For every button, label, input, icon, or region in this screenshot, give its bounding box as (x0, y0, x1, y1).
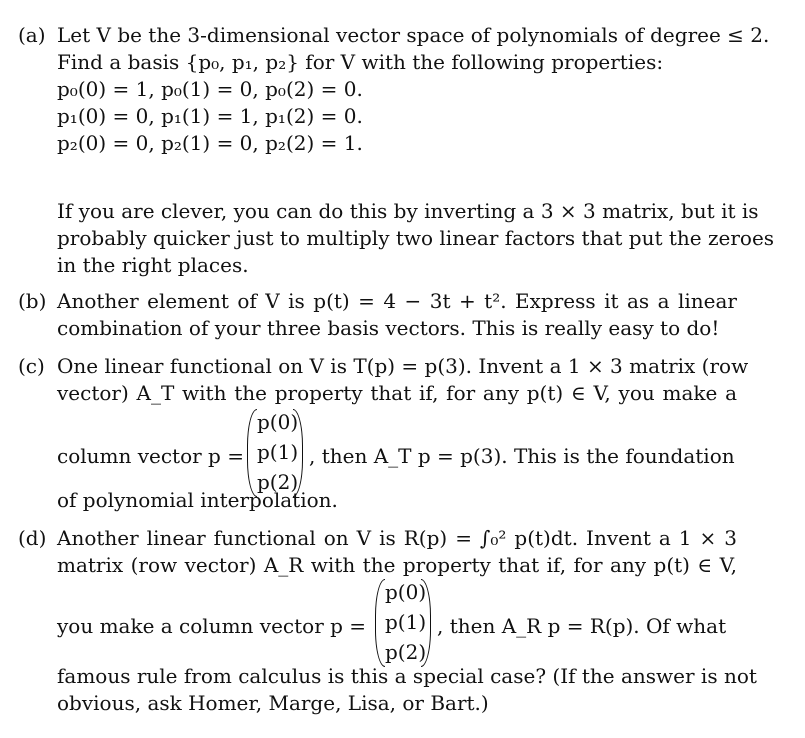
part-a-hint-line-2: probably quicker just to multiply two linear factors that put the zeroes (57, 226, 775, 250)
part-b-line-2: combination of your three basis vectors. This is really easy to do! (57, 316, 720, 340)
part-a-hint-line-1: If you are clever, you can do this by inverting a 3 × 3 matrix, but it is (57, 199, 759, 223)
left-paren (247, 409, 257, 497)
part-c-line-1: One linear functional on V is T(p) = p(3). Invent a 1 × 3 matrix (row (57, 354, 749, 378)
part-d-after-line-1: famous rule from calculus is this a special case? (If the answer is not (57, 664, 757, 688)
part-c-label: (c) (18, 354, 45, 378)
part-d-column-vector (375, 579, 431, 671)
part-a-label: (a) (18, 23, 46, 47)
part-a-line-1: Let V be the 3-dimensional vector space of polynomials of degree ≤ 2. (57, 23, 770, 47)
part-d-line-2: matrix (row vector) A_R with the property that if, for any p(t) ∈ V, (57, 553, 737, 577)
part-b-label: (b) (18, 289, 47, 313)
part-a-condition-p1: p₁(0) = 0, p₁(1) = 1, p₁(2) = 0. (57, 104, 363, 128)
left-paren (375, 579, 385, 667)
part-a-hint (57, 198, 775, 279)
part-c-vector-post: , then A_T p = p(3). This is the foundation (309, 444, 735, 468)
part-d-after-line-2: obvious, ask Homer, Marge, Lisa, or Bart.) (57, 691, 489, 715)
part-a-condition-p0: p₀(0) = 1, p₀(1) = 0, p₀(2) = 0. (57, 77, 363, 101)
right-paren (293, 409, 303, 497)
part-a-hint-line-3: in the right places. (57, 253, 249, 277)
part-a-line-2: Find a basis {p₀, p₁, p₂} for V with the following properties: (57, 50, 664, 74)
part-a-condition-p2: p₂(0) = 0, p₂(1) = 0, p₂(2) = 1. (57, 131, 363, 155)
part-d-label: (d) (18, 526, 47, 550)
part-b-line-1: Another element of V is p(t) = 4 − 3t + t². Express it as a linear (57, 289, 737, 313)
vector-entry-p0: p(0) (385, 580, 427, 604)
part-c-line-2: vector) A_T with the property that if, for any p(t) ∈ V, you make a (57, 381, 737, 405)
vector-entry-p2: p(2) (257, 470, 299, 494)
vector-entry-p1: p(1) (257, 440, 299, 464)
vector-entry-p2: p(2) (385, 640, 427, 664)
part-d-vector-pre: you make a column vector p = (57, 614, 367, 638)
vector-entry-p1: p(1) (385, 610, 427, 634)
right-paren (421, 579, 431, 667)
part-d-vector-post: , then A_R p = R(p). Of what (437, 614, 727, 638)
part-c-vector-pre: column vector p = (57, 444, 244, 468)
part-c-after: of polynomial interpolation. (57, 488, 338, 512)
part-d-vector-row (57, 579, 737, 671)
vector-entry-p0: p(0) (257, 410, 299, 434)
part-d-line-1: Another linear functional on V is R(p) = ∫₀² p(t)dt. Invent a 1 × 3 (57, 526, 737, 550)
